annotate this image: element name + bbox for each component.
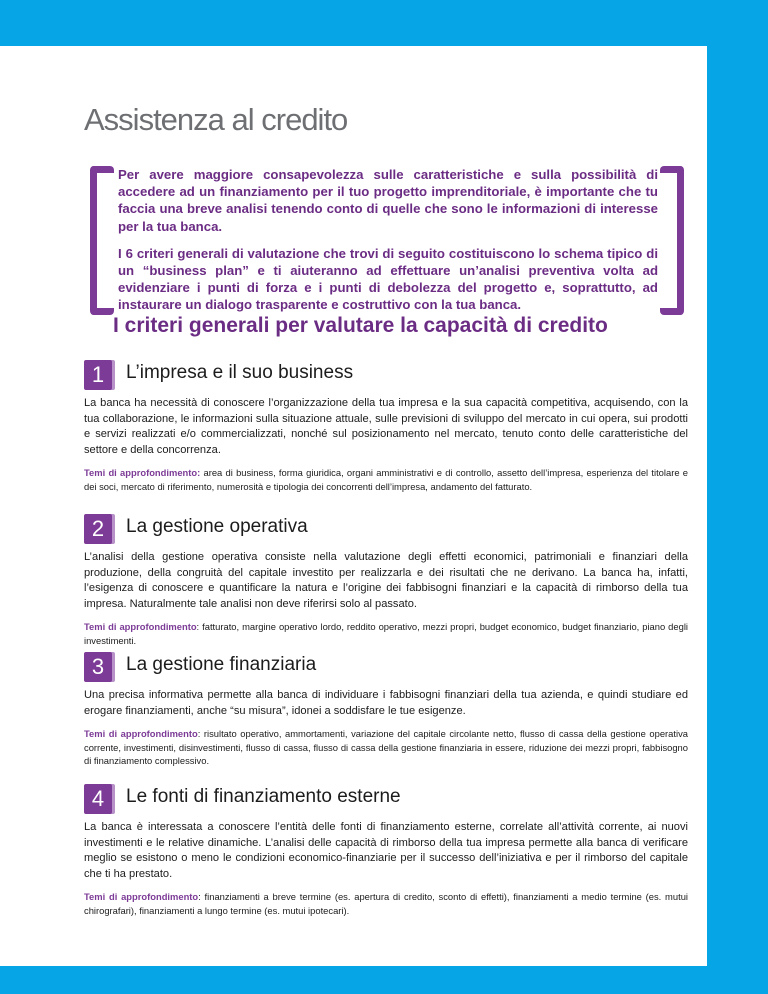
page-title: Assistenza al credito [84, 102, 348, 137]
criterion-1 [84, 360, 688, 494]
criterion-number-badge: 1 [84, 360, 112, 390]
left-bracket [90, 166, 114, 315]
topics-label: Temi di approfondimento [84, 728, 198, 740]
criterion-topics [84, 620, 688, 647]
topics-label: Temi di approfondimento [84, 891, 199, 903]
criterion-title: Le fonti di finanziamento esterne [126, 786, 401, 807]
criterion-number-badge: 4 [84, 784, 112, 814]
criterion-number-badge: 3 [84, 652, 112, 682]
criterion-3 [84, 652, 688, 768]
criterion-header [84, 360, 688, 390]
criterion-title: L’impresa e il suo business [126, 362, 354, 383]
topics-label: Temi di approfondimento: [84, 467, 201, 479]
intro-text [118, 166, 658, 324]
criterion-body: Una precisa informativa permette alla banca di individuare i fabbisogni finanziari della tua azienda, e quindi studiare ed erogare finanziamenti, anche “su misura”, idonei a soddisfare le tue esigenze. [84, 689, 688, 717]
topics-text: : finanziamenti a breve termine (es. apertura di credito, sconto di effetti), finanziamenti a medio termine (es. mutui chirografari), finanziamenti a lungo termine (es. mutui ipotecari). [84, 891, 688, 916]
criterion-2 [84, 514, 688, 648]
frame-bottom [0, 966, 768, 994]
intro-paragraph-2: I 6 criteri generali di valutazione che trovi di seguito costituiscono lo schema tipico di un “business plan” e ti aiuteranno ad effettuare un’analisi preventiva volta ad evidenziare i punti di forza e i punti di debolezza del progetto e, soprattutto, ad instaurare un dialogo trasparente e costruttivo con la tua banca. [118, 245, 658, 313]
criterion-topics [84, 727, 688, 768]
topics-text: : risultato operativo, ammortamenti, variazione del capitale circolante netto, flusso di cassa della gestione operativa corrente, investimenti, disinvestimenti, flusso di cassa, flusso di cassa della gestione finanziaria in essere, riduzione dei mezzi propri, fabbisogno di finanziamento complessivo. [84, 728, 688, 767]
topics-label: Temi di approfondimento [84, 621, 197, 633]
criterion-topics [84, 890, 688, 917]
criterion-body: L’analisi della gestione operativa consiste nella valutazione degli effetti economici, patrimoniali e finanziari della produzione, della congruità del capitale investito per realizzarla e dei risultati che ne derivano. La banca ha, infatti, l’esigenza di conoscere e quantificare la natura e l’origine dei fabbisogni finanziari e la capacità di rimborso della tua impresa. Naturalmente tale analisi non deve riferirsi solo al passato. [84, 551, 688, 610]
frame-top [0, 0, 768, 46]
criterion-body: La banca è interessata a conoscere l’entità delle fonti di finanziamento esterne, correlate all’attività corrente, ai nuovi investimenti e le relative dinamiche. L’analisi delle capacità di rimborso della tua impresa permette alla banca di verificare meglio se esistono o meno le condizioni economico-finanziarie per il successo dell’iniziativa e per il rimborso del capitale che ti ha prestato. [84, 821, 688, 880]
right-bracket [660, 166, 684, 315]
topics-text: : fatturato, margine operativo lordo, reddito operativo, mezzi propri, budget economico, budget finanziario, piano degli investimenti. [84, 621, 688, 646]
criterion-header [84, 652, 688, 682]
document-page [0, 46, 707, 966]
criterion-4 [84, 784, 688, 918]
criterion-header [84, 514, 688, 544]
frame-right [707, 0, 768, 994]
intro-paragraph-1: Per avere maggiore consapevolezza sulle caratteristiche e sulla possibilità di accedere ad un finanziamento per il tuo progetto imprenditoriale, è importante che tu faccia una breve analisi tenendo conto di quelle che sono le informazioni di interesse per la tua banca. [118, 167, 658, 234]
section-heading: I criteri generali per valutare la capacità di credito [113, 314, 608, 337]
criterion-header [84, 784, 688, 814]
criterion-topics [84, 466, 688, 493]
criterion-title: La gestione operativa [126, 516, 308, 537]
criterion-number-badge: 2 [84, 514, 112, 544]
topics-text: area di business, forma giuridica, organi amministrativi e di controllo, assetto dell’impresa, esperienza del titolare e dei soci, mercato di riferimento, numerosità e tipologia dei concorrenti dell’impresa, andamento del fatturato. [84, 467, 689, 492]
criterion-title: La gestione finanziaria [126, 654, 317, 675]
criterion-body: La banca ha necessità di conoscere l’organizzazione della tua impresa e la sua capacità competitiva, acquisendo, con la tua collaborazione, le informazioni sulla situazione attuale, sulle previsioni di sviluppo del mercato in cui opera, sui prodotti e servizi realizzati e/o commercializzati, nonché sul posizionamento nel mercato, tenuto conto delle caratteristiche del settore e della concorrenza. [84, 397, 688, 456]
